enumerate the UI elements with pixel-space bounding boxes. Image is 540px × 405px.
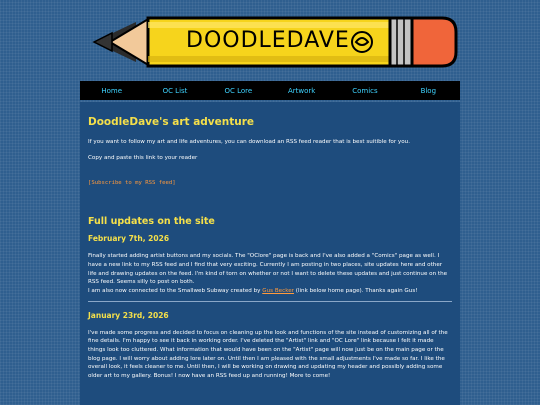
banner-title: DOODLEDAVE xyxy=(186,28,350,53)
main-nav xyxy=(80,81,460,100)
page-title: DoodleDave's art adventure xyxy=(88,116,255,128)
intro-copy-text: Copy and paste this link to your reader xyxy=(88,154,198,161)
gus-becker-link[interactable]: Gus Becker xyxy=(262,287,294,294)
post-body: I've made some progress and decided to focus on cleaning up the look and functions of the site instead of customizing all of the fine details. I'm happy to see it back in working order. I've deleted the "Artist" link and "OC Lore" link because I felt it made things look too cluttered. What information that would have been on the "Artist" page will now just be on the main page or the blog page. I will worry about adding lore later on. Until then I am pleased with the small adjustments I've made so far. I like the overall look, it feels cleaner to me. Until then, I will be working on drawing and updating my header and possibly adding some older art to my gallery. Bonus! I now have an RSS feed up and running! More to come! xyxy=(88,329,448,379)
nav-artwork[interactable]: Artwork xyxy=(287,86,316,95)
updates-title: Full updates on the site xyxy=(88,216,215,228)
nav-oc-lore[interactable]: OC Lore xyxy=(224,86,253,95)
post-body-text: I am also now connected to the Smallweb Subway created by xyxy=(88,287,263,294)
nav-comics[interactable]: Comics xyxy=(352,86,378,95)
nav-oc-list[interactable]: OC List xyxy=(162,86,188,95)
post xyxy=(88,311,452,381)
site-banner xyxy=(90,8,460,76)
post-body-text: (link below home page). Thanks again Gus! xyxy=(293,287,418,294)
post-body-text: Finally started adding artist buttons and my socials. The "OClore" page is back and I've also added a "Comics" page as well. I have a new link to my RSS feed and I find that very exciting. Currently I am posting in two places, site updates here and other life and drawing updates on the feed. I'm kind of torn on whether or not I want to delete these updates and just continue on the RSS feed. Seems silly to post on both. xyxy=(88,253,448,286)
nav-home[interactable]: Home xyxy=(101,86,122,95)
nav-blog[interactable]: Blog xyxy=(420,86,437,95)
post xyxy=(88,234,452,295)
post-divider xyxy=(88,301,452,302)
rss-subscribe-link[interactable]: [Subscribe to my RSS feed] xyxy=(88,180,176,187)
main-content xyxy=(80,102,460,405)
intro-text: If you want to follow my art and life adventures, you can download an RSS feed reader that is best suitible for you. xyxy=(88,139,410,145)
post-date: January 23rd, 2026 xyxy=(88,310,169,320)
post-date: February 7th, 2026 xyxy=(88,234,170,244)
post-body xyxy=(88,252,452,295)
